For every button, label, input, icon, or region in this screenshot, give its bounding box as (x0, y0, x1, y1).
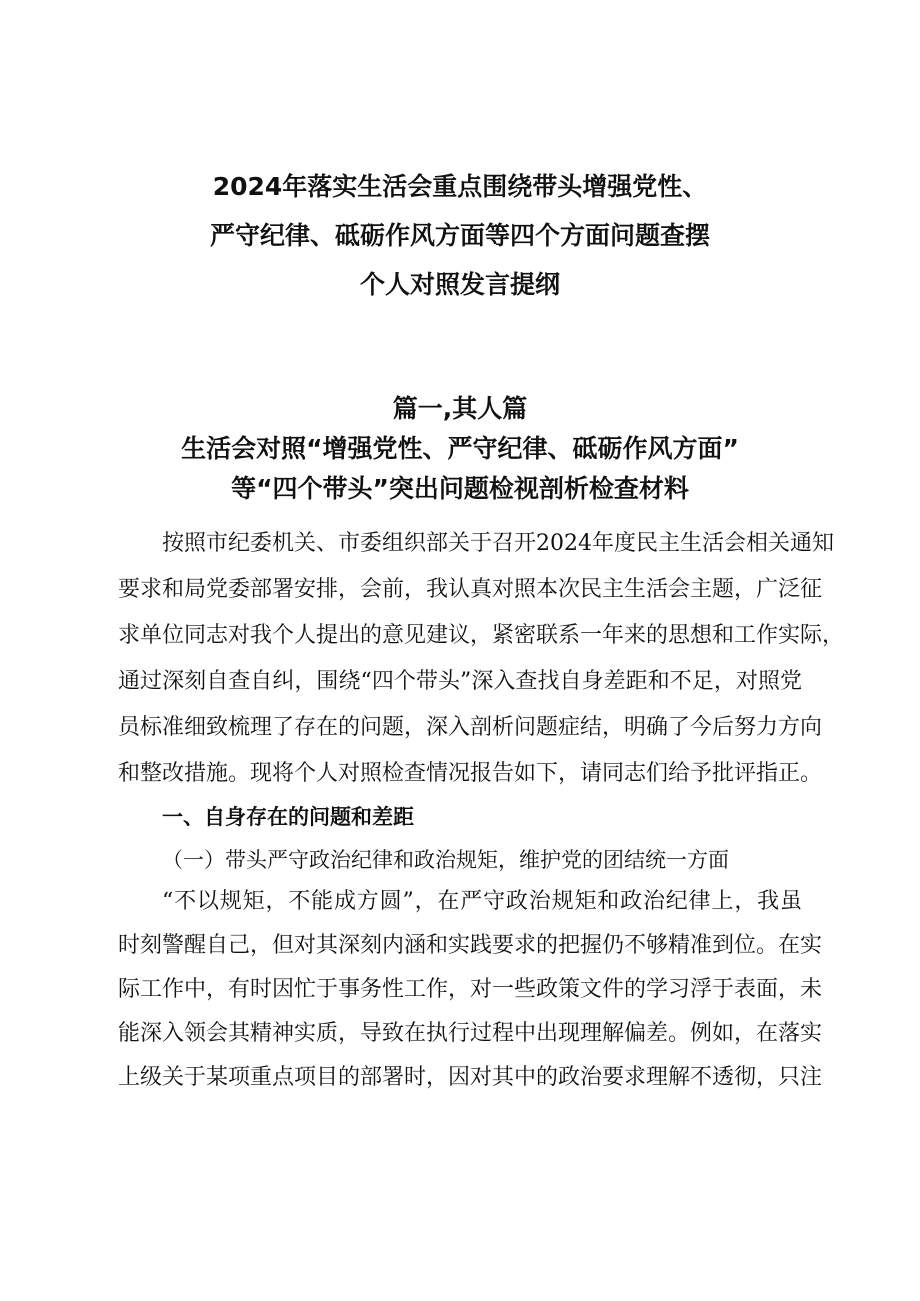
intro-paragraph (118, 521, 845, 797)
para-line-4: 能深入领会其精神实质，导致在执行过程中出现理解偏差。例如，在落实 (118, 1021, 823, 1046)
title-line-2: 严守纪律、砥砺作风方面等四个方面问题查摆 (209, 221, 710, 250)
intro-line-3: 求单位同志对我个人提出的意见建议，紧密联系一年来的思想和工作实际， (118, 623, 845, 648)
section-title-line-1: 篇一,其人篇 (392, 394, 528, 423)
intro-line-5: 员标准细致梳理了存在的问题，深入剖析问题症结，明确了今后努力方向 (118, 715, 823, 740)
title-line-1: 2024年落实生活会重点围绕带头增强党性、 (212, 172, 708, 201)
para-line-3: 际工作中，有时因忙于事务性工作，对一些政策文件的学习浮于表面，未 (118, 977, 823, 1002)
section-title-line-3: 等“四个带头”突出问题检视剖析检查材料 (231, 474, 689, 503)
document-title (0, 162, 920, 309)
section-title-line-2: 生活会对照“增强党性、严守纪律、砥砺作风方面” (181, 434, 739, 463)
heading-problems: 一、自身存在的问题和差距 (162, 805, 414, 829)
para-line-5: 上级关于某项重点项目的部署时，因对其中的政治要求理解不透彻，只注 (118, 1065, 823, 1090)
para-line-2: 时刻警醒自己，但对其深刻内涵和实践要求的把握仍不够精准到位。在实 (118, 933, 823, 958)
heading-political-discipline: （一）带头严守政治纪律和政治规矩，维护党的团结统一方面 (162, 848, 729, 872)
section-title (0, 389, 920, 509)
para-line-1: “不以规矩，不能成方圆”，在严守政治规矩和政治纪律上，我虽 (162, 889, 802, 914)
intro-line-2: 要求和局党委部署安排，会前，我认真对照本次民主生活会主题，广泛征 (118, 577, 823, 602)
intro-line-1: 按照市纪委机关、市委组织部关于召开2024年度民主生活会相关通知 (162, 531, 834, 556)
intro-line-4: 通过深刻自查自纠，围绕“四个带头”深入查找自身差距和不足，对照党 (118, 669, 802, 694)
title-line-3: 个人对照发言提纲 (359, 270, 560, 299)
discipline-paragraph (118, 880, 823, 1100)
intro-line-6: 和整改措施。现将个人对照检查情况报告如下，请同志们给予批评指正。 (118, 761, 823, 786)
